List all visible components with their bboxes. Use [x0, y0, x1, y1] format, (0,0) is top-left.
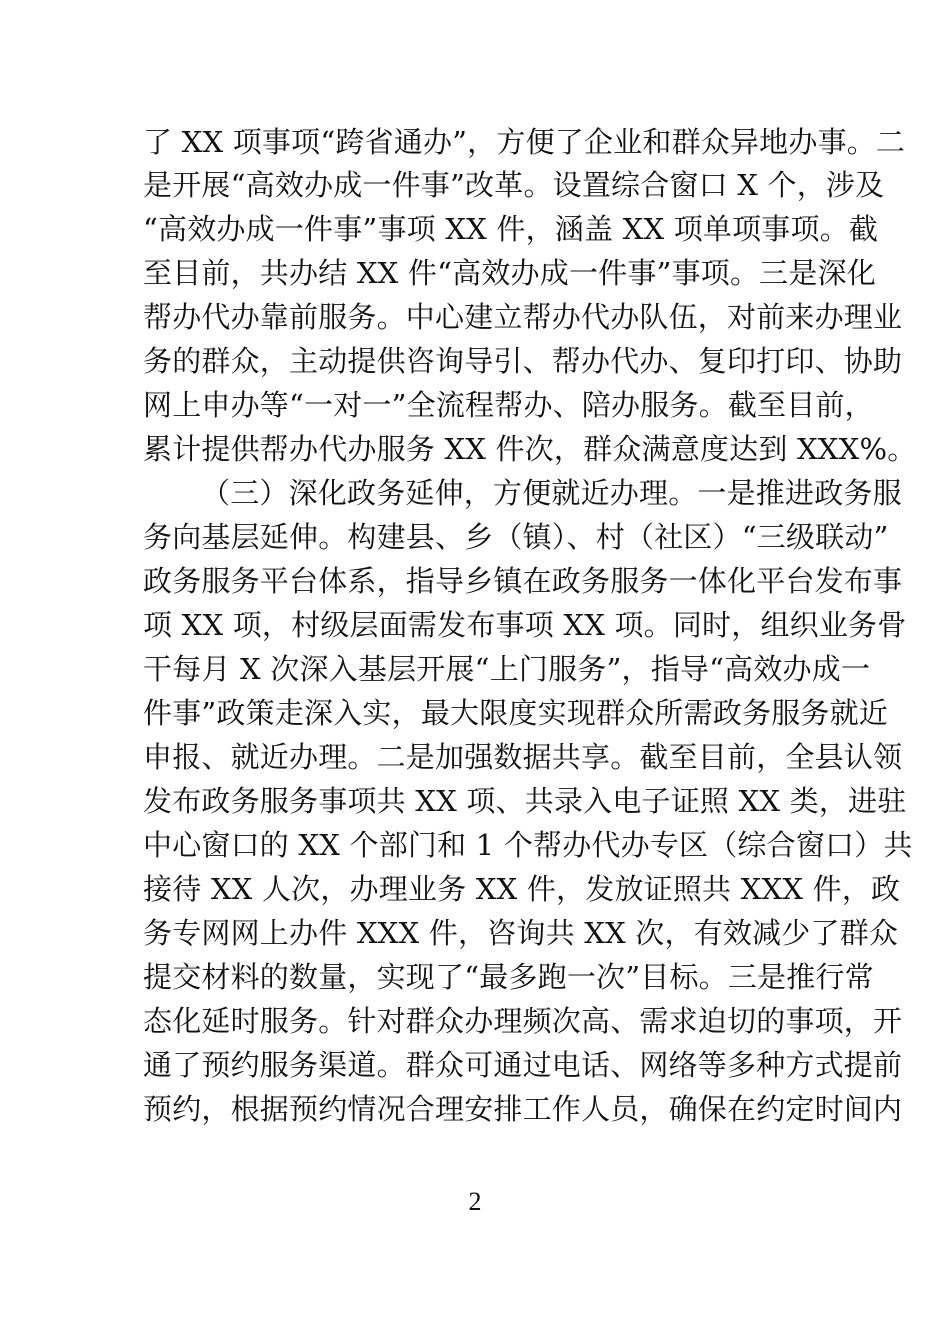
- body-text-line: 务向基层延伸。构建县、乡（镇）、村（社区）“三级联动”: [143, 520, 889, 554]
- body-text-line: 态化延时服务。针对群众办理频次高、需求迫切的事项，开: [143, 1004, 903, 1038]
- body-text-line: 网上申办等“一对一”全流程帮办、陪办服务。截至目前，: [143, 388, 874, 422]
- page-number: 2: [468, 1187, 482, 1216]
- section-heading-line: （三）深化政务延伸，方便就近办理。一是推进政务服: [201, 476, 902, 510]
- body-text-line: 预约，根据预约情况合理安排工作人员，确保在约定时间内: [143, 1092, 903, 1126]
- body-text-line: 累计提供帮办代办服务 XX 件次，群众满意度达到 XXX%。: [143, 432, 917, 466]
- body-text-line: 提交材料的数量，实现了“最多跑一次”目标。三是推行常: [143, 960, 874, 994]
- body-text-line: 项 XX 项，村级层面需发布事项 XX 项。同时，组织业务骨: [143, 608, 907, 642]
- body-text-line: 干每月 X 次深入基层开展“上门服务”，指导“高效办成一: [143, 652, 871, 686]
- body-text-line: 接待 XX 人次，办理业务 XX 件，发放证照共 XXX 件，政: [143, 872, 901, 906]
- body-text-line: 了 XX 项事项“跨省通办”，方便了企业和群众异地办事。二: [143, 125, 906, 159]
- body-text-line: 申报、就近办理。二是加强数据共享。截至目前，全县认领: [143, 740, 903, 774]
- body-text-line: “高效办成一件事”事项 XX 件，涵盖 XX 项单项事项。截: [143, 212, 879, 246]
- body-text-line: 帮办代办靠前服务。中心建立帮办代办队伍，对前来办理业: [143, 300, 903, 334]
- body-text-line: 发布政务服务事项共 XX 项、共录入电子证照 XX 类，进驻: [143, 784, 907, 818]
- body-text-line: 中心窗口的 XX 个部门和 1 个帮办代办专区（综合窗口）共: [143, 828, 913, 862]
- body-text-line: 务专网网上办件 XXX 件，咨询共 XX 次，有效减少了群众: [143, 916, 899, 950]
- body-text-line: 通了预约服务渠道。群众可通过电话、网络等多种方式提前: [143, 1048, 903, 1082]
- body-text-line: 件事”政策走深入实，最大限度实现群众所需政务服务就近: [143, 696, 889, 730]
- body-text-line: 政务服务平台体系，指导乡镇在政务服务一体化平台发布事: [143, 564, 903, 598]
- body-text-line: 至目前，共办结 XX 件“高效办成一件事”事项。三是深化: [143, 256, 876, 290]
- body-text-line: 是开展“高效办成一件事”改革。设置综合窗口 X 个，涉及: [143, 168, 885, 202]
- body-text-line: 务的群众，主动提供咨询导引、帮办代办、复印打印、协助: [143, 344, 903, 378]
